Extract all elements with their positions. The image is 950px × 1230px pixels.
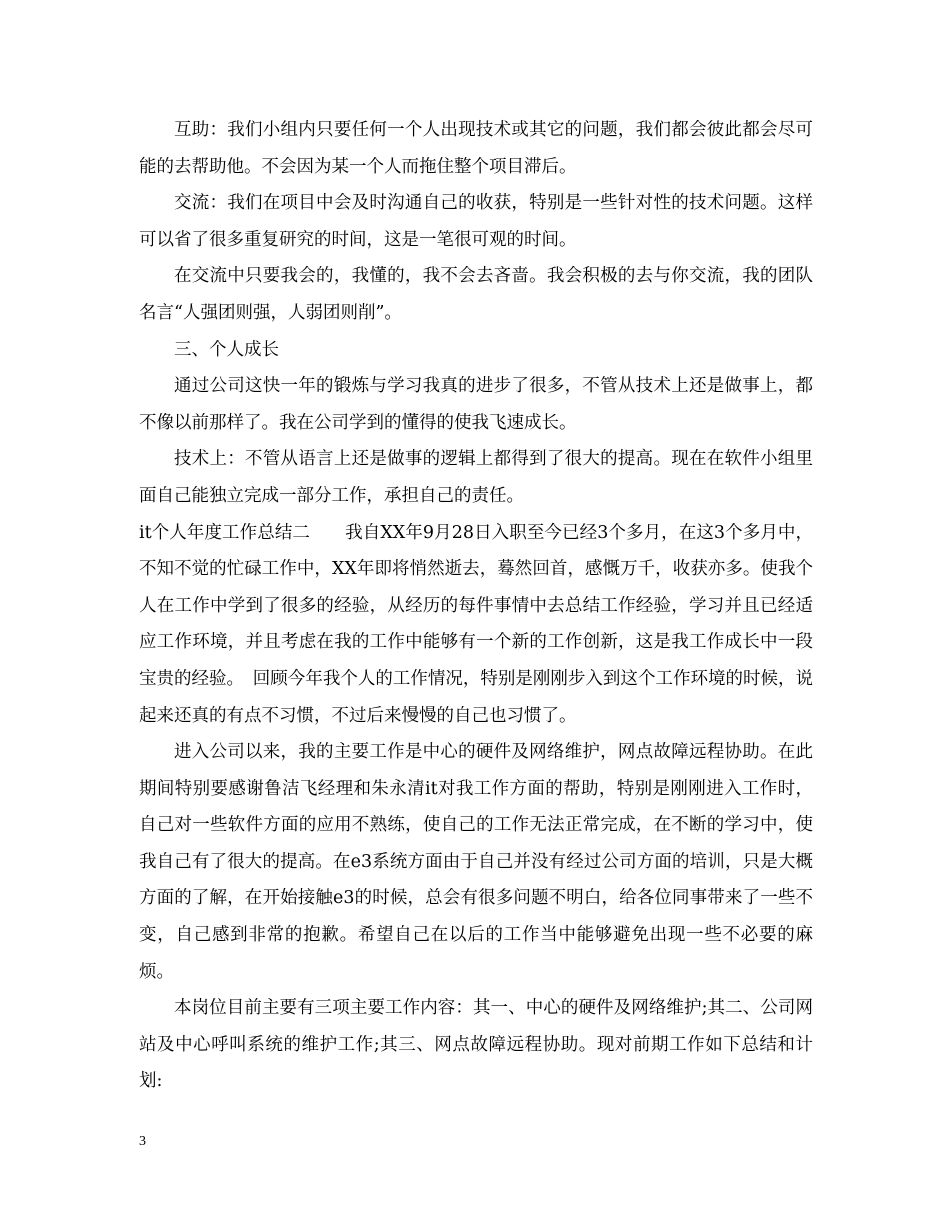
- paragraph-summary-two-intro: it个人年度工作总结二 我自XX年9月28日入职至今已经3个多月，在这3个多月中，不知不觉的忙碌工作中，XX年即将悄然逝去，蓦然回首，感慨万千，收获亦多。使我个人在工作中学到了很多的经验，从经历的每件事情中去总结工作经验，学习并且已经适应工作环境，并且考虑在我的工作中能够有一个新的工作创新，这是我工作成长中一段宝贵的经验。 回顾今年我个人的工作情况，特别是刚刚步入到这个工作环境的时候，说起来还真的有点不习惯，不过后来慢慢的自己也习惯了。: [139, 522, 813, 726]
- section-heading-personal-growth: 三、个人成长: [174, 339, 279, 360]
- paragraph-main-work: 进入公司以来，我的主要工作是中心的硬件及网络维护，网点故障远程协助。在此期间特别要感谢鲁洁飞经理和朱永清it对我工作方面的帮助，特别是刚刚进入工作时，自己对一些软件方面的应用不熟练，使自己的工作无法正常完成，在不断的学习中，使我自己有了很大的提高。在e3系统方面由于自己并没有经过公司方面的培训，只是大概方面的了解，在开始接触e3的时候，总会有很多问题不明白，给各位同事带来了一些不变，自己感到非常的抱歉。希望自己在以后的工作当中能够避免出现一些不必要的麻烦。: [139, 742, 813, 982]
- paragraph-technical-growth: 技术上：不管从语言上还是做事的逻辑上都得到了很大的提高。现在在软件小组里面自己能独立完成一部分工作，承担自己的责任。: [139, 449, 813, 506]
- paragraph-growth-summary: 通过公司这快一年的锻炼与学习我真的进步了很多，不管从技术上还是做事上，都不像以前那样了。我在公司学到的懂得的使我飞速成长。: [139, 376, 813, 433]
- page-number: 3: [139, 1134, 146, 1149]
- paragraph-communication: 交流：我们在项目中会及时沟通自己的收获，特别是一些针对性的技术问题。这样可以省了很多重复研究的时间，这是一笔很可观的时间。: [139, 193, 813, 250]
- paragraph-team-motto: 在交流中只要我会的，我懂的，我不会去吝啬。我会积极的去与你交流，我的团队名言“人强团则强，人弱团则削”。: [139, 266, 813, 323]
- paragraph-job-content: 本岗位目前主要有三项主要工作内容：其一、中心的硬件及网络维护;其二、公司网站及中心呼叫系统的维护工作;其三、网点故障远程协助。现对前期工作如下总结和计划:: [139, 998, 813, 1092]
- paragraph-mutual-help: 互助：我们小组内只要任何一个人出现技术或其它的问题，我们都会彼此都会尽可能的去帮助他。不会因为某一个人而拖住整个项目滞后。: [139, 120, 813, 177]
- document-body: [139, 112, 813, 1100]
